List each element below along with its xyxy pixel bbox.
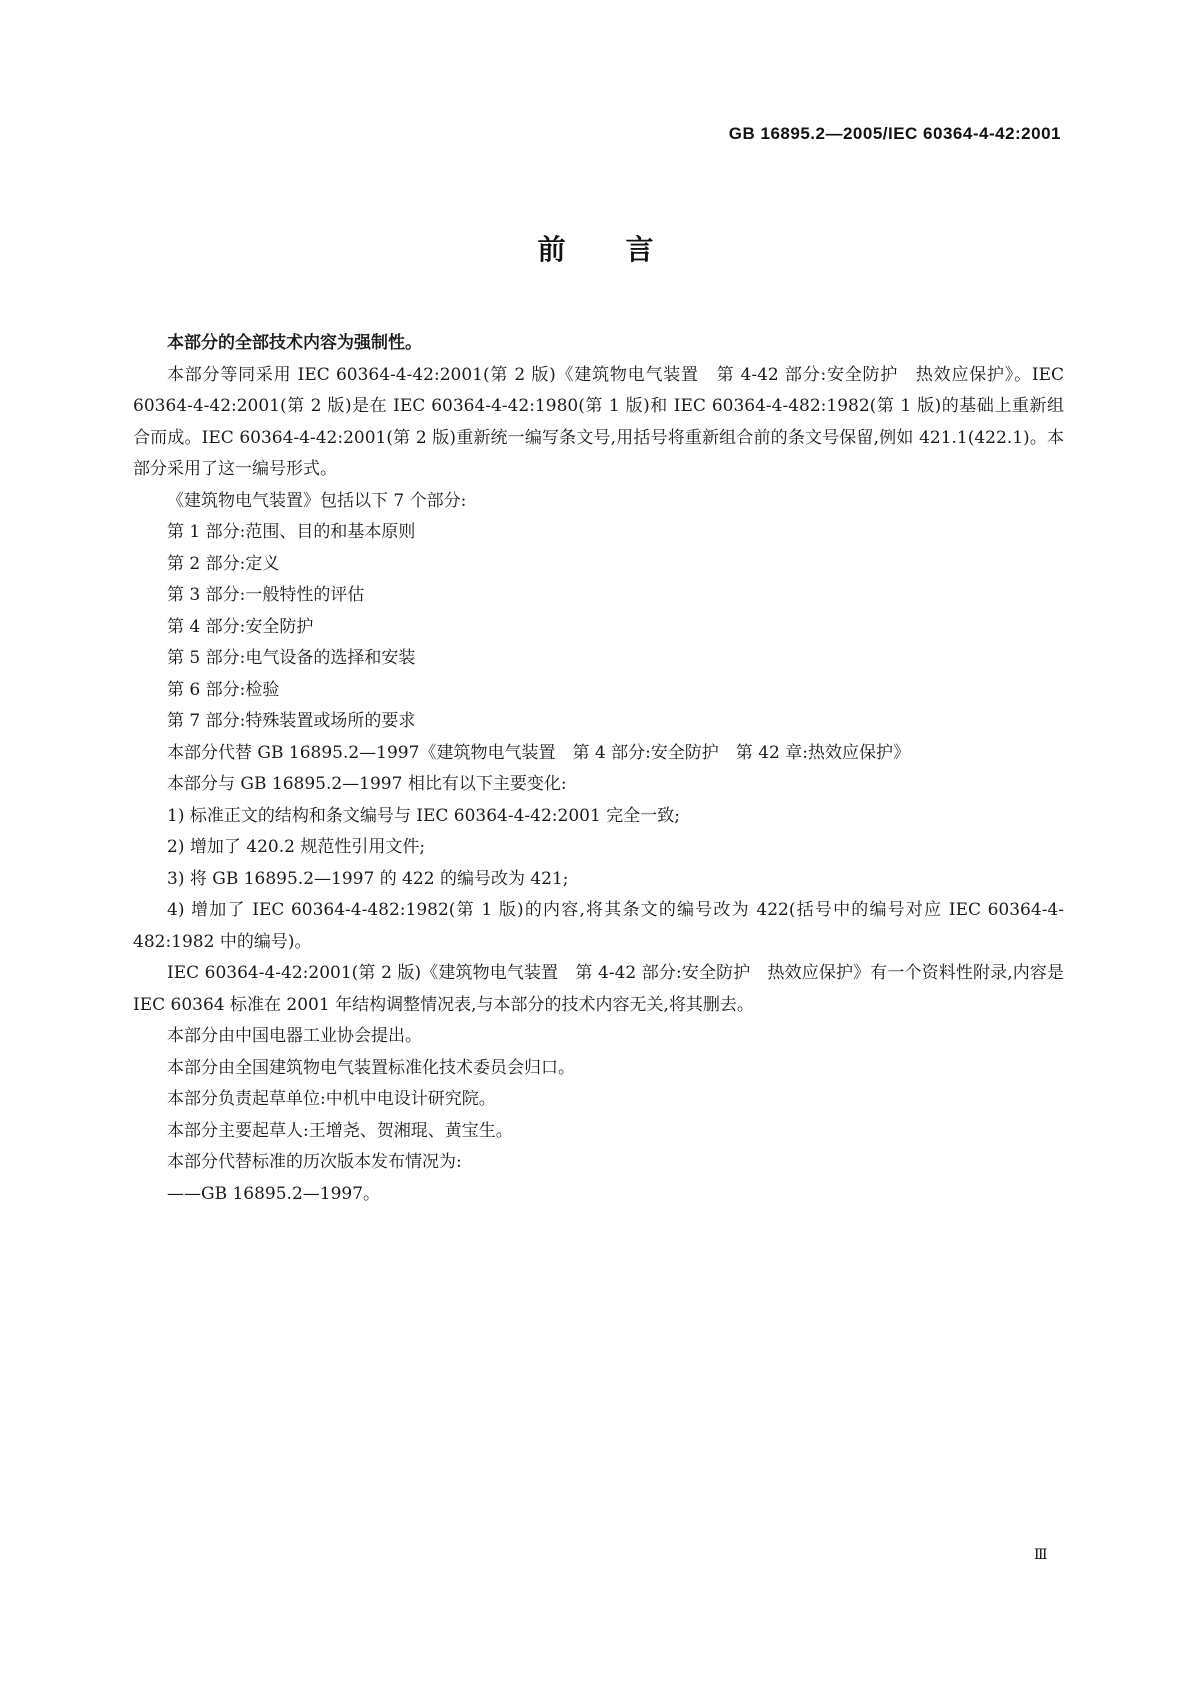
part-item-7: 第 7 部分:特殊装置或场所的要求 bbox=[167, 711, 416, 731]
part-item-3: 第 3 部分:一般特性的评估 bbox=[167, 585, 365, 605]
paragraph-adoption: 本部分等同采用 IEC 60364-4-42:2001(第 2 版)《建筑物电气装置 第 4-42 部分:安全防护 热效应保护》。IEC 60364-4-42:2001(第 2 版)是在 IEC 60364-4-42:1980(第 1 版)和 IEC 60364-4-482:1982(第 1 版)的基础上重新组合而成。IEC 60364-4-42:2001(第 2 版)重新统一编写条文号,用括号将重新组合前的条文号保留,例如 421.1(422.1)。本部分采用了这一编号形式。 bbox=[133, 364, 1064, 479]
paragraph-committee: 本部分由全国建筑物电气装置标准化技术委员会归口。 bbox=[167, 1057, 575, 1078]
paragraph-changes-intro: 本部分与 GB 16895.2—1997 相比有以下主要变化: bbox=[167, 774, 567, 794]
change-item-3: 3) 将 GB 16895.2—1997 的 422 的编号改为 421; bbox=[167, 868, 569, 889]
part-item-5: 第 5 部分:电气设备的选择和安装 bbox=[167, 648, 416, 668]
history-item: ——GB 16895.2—1997。 bbox=[167, 1183, 381, 1204]
part-item-4: 第 4 部分:安全防护 bbox=[167, 616, 314, 637]
part-item-2: 第 2 部分:定义 bbox=[167, 553, 280, 574]
paragraph-proposer: 本部分由中国电器工业协会提出。 bbox=[167, 1026, 422, 1046]
paragraph-history-intro: 本部分代替标准的历次版本发布情况为: bbox=[167, 1152, 462, 1172]
paragraph-replaces: 本部分代替 GB 16895.2—1997《建筑物电气装置 第 4 部分:安全防护 第 42 章:热效应保护》 bbox=[167, 742, 910, 763]
change-item-4: 4) 增加了 IEC 60364-4-482:1982(第 1 版)的内容,将其条文的编号改为 422(括号中的编号对应 IEC 60364-4-482:1982 中的编号)。 bbox=[133, 900, 1064, 952]
paragraph-annex-note: IEC 60364-4-42:2001(第 2 版)《建筑物电气装置 第 4-42 部分:安全防护 热效应保护》有一个资料性附录,内容是 IEC 60364 标准在 2001 年结构调整情况表,与本部分的技术内容无关,将其删去。 bbox=[133, 963, 1064, 1015]
change-item-1: 1) 标准正文的结构和条文编号与 IEC 60364-4-42:2001 完全一致; bbox=[167, 805, 680, 826]
foreword-body bbox=[133, 328, 1064, 1210]
page-number: Ⅲ bbox=[1034, 1547, 1048, 1563]
paragraph-drafting-unit: 本部分负责起草单位:中机中电设计研究院。 bbox=[167, 1089, 496, 1109]
part-item-6: 第 6 部分:检验 bbox=[167, 679, 280, 700]
standard-code: GB 16895.2—2005/IEC 60364-4-42:2001 bbox=[728, 124, 1061, 143]
paragraph-parts-intro: 《建筑物电气装置》包括以下 7 个部分: bbox=[167, 490, 467, 511]
change-item-2: 2) 增加了 420.2 规范性引用文件; bbox=[167, 837, 426, 857]
part-item-1: 第 1 部分:范围、目的和基本原则 bbox=[167, 522, 416, 542]
mandatory-statement: 本部分的全部技术内容为强制性。 bbox=[167, 333, 422, 353]
paragraph-drafters: 本部分主要起草人:王增尧、贺湘琨、黄宝生。 bbox=[167, 1120, 513, 1141]
page-title: 前言 bbox=[537, 233, 714, 266]
